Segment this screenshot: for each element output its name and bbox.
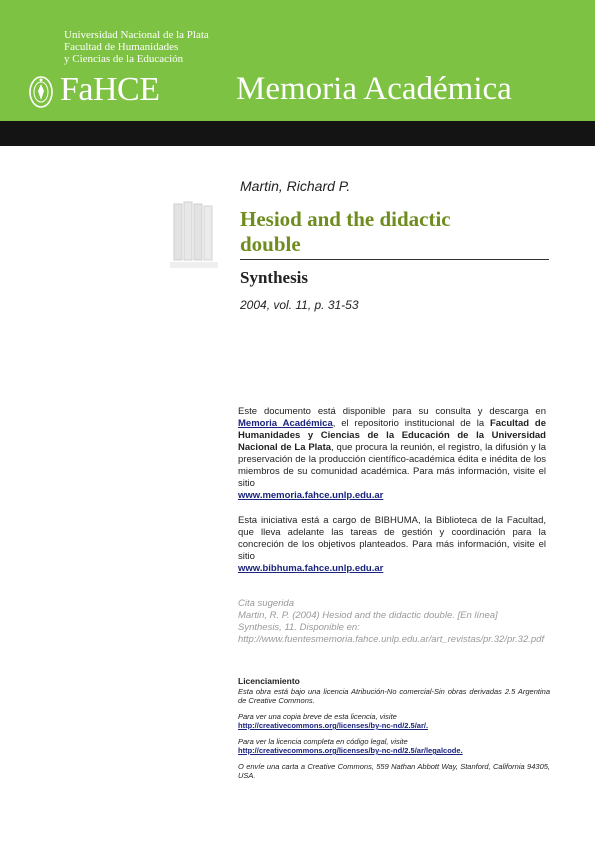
header-banner	[0, 0, 595, 121]
info-text-2: , el repositorio institucional de la	[332, 418, 485, 429]
license-short-link[interactable]: http://creativecommons.org/licenses/by-nc-nd/2.5/ar/.	[238, 721, 429, 730]
memoria-link[interactable]: Memoria Académica	[238, 418, 333, 429]
bibhuma-url-link[interactable]: www.bibhuma.fahce.unlp.edu.ar	[238, 563, 384, 574]
repository-title: Memoria Académica	[236, 71, 512, 107]
title-divider	[240, 259, 549, 260]
header-dark-band	[0, 121, 595, 146]
university-name: Universidad Nacional de la Plata	[64, 29, 209, 41]
faculty-name-line1: Facultad de Humanidades	[64, 41, 179, 53]
license-section	[238, 677, 550, 781]
bibhuma-info-paragraph	[238, 515, 546, 575]
citation-text: Martin, R. P. (2004) Hesiod and the didactic double. [En línea] Synthesis, 11. Disponible en: http://www.fuentesmemoria.fahce.unlp.edu.ar/art_revistas/pr.32/pr.32.pdf	[238, 610, 545, 645]
university-seal-icon	[28, 74, 54, 110]
license-text: Esta obra está bajo una licencia Atribución-No comercial-Sin obras derivadas 2.5 Argentina de Creative Commons.	[238, 686, 550, 705]
info-text-3: , que procura la reunión, el registro, la difusión y la preservación de la producción científico-académica édita e inédita de los miembros de su comunidad académica. Para más información, visite el sitio	[238, 442, 546, 489]
repository-info-paragraph	[238, 406, 546, 502]
info-text-1: Este documento está disponible para su consulta y descarga en	[238, 406, 546, 417]
publication-info: 2004, vol. 11, p. 31-53	[240, 298, 359, 312]
university-lines	[64, 29, 209, 65]
author-name: Martin, Richard P.	[240, 178, 351, 194]
journal-name: Synthesis	[240, 268, 309, 287]
license-mail-text: O envíe una carta a Creative Commons, 559 Nathan Abbott Way, Stanford, California 94305, USA.	[238, 761, 550, 780]
article-title	[240, 207, 540, 257]
faculty-name-bold: Facultad de Humanidades y Ciencias de la Educación de la Universidad Nacional de La Plata	[238, 418, 547, 453]
license-full-text: Para ver la licencia completa en código legal, visite	[238, 736, 408, 746]
title-line-2: double	[240, 232, 301, 256]
suggested-citation	[238, 598, 545, 646]
citation-label: Cita sugerida	[238, 598, 294, 609]
title-line-1: Hesiod and the didactic	[240, 207, 451, 231]
license-short-text: Para ver una copia breve de esta licencia, visite	[238, 711, 397, 721]
license-heading: Licenciamiento	[238, 676, 300, 686]
memoria-url-link[interactable]: www.memoria.fahce.unlp.edu.ar	[238, 490, 384, 501]
books-watermark-icon	[168, 200, 220, 272]
fahce-logo: FaHCE	[60, 71, 160, 108]
license-full-link[interactable]: http://creativecommons.org/licenses/by-nc-nd/2.5/ar/legalcode.	[238, 746, 463, 755]
faculty-name-line2: y Ciencias de la Educación	[64, 53, 184, 65]
bibhuma-text: Esta iniciativa está a cargo de BIBHUMA, la Biblioteca de la Facultad, que lleva adelante las tareas de gestión y coordinación para la concreción de los objetivos planteados. Para más información, visite el sitio	[238, 515, 546, 562]
